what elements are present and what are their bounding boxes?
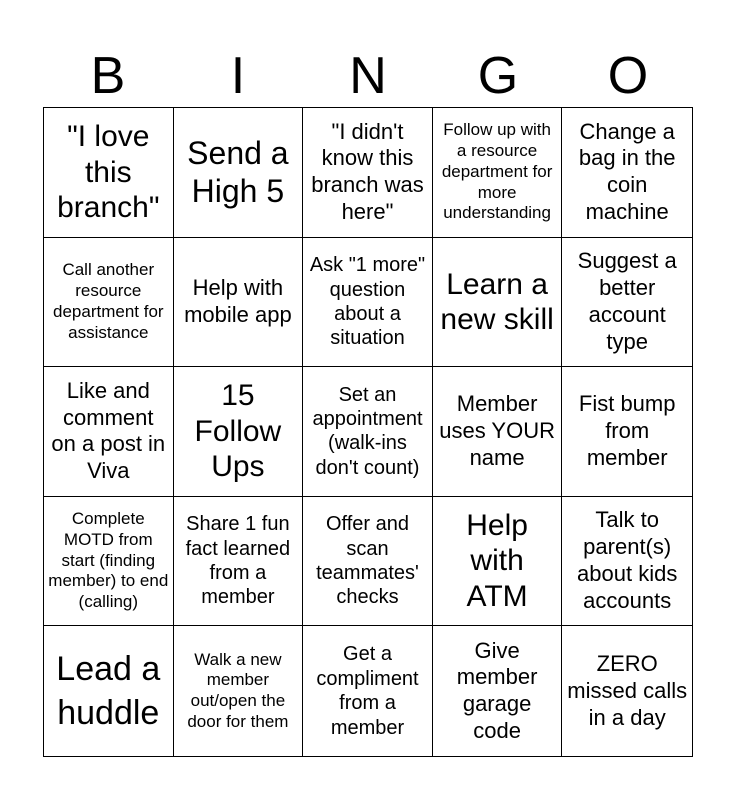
bingo-cell[interactable]: Ask "1 more" question about a situation: [303, 238, 433, 368]
bingo-cell[interactable]: ZERO missed calls in a day: [567, 650, 688, 730]
bingo-cell[interactable]: Member uses YOUR name: [433, 367, 563, 497]
bingo-cell[interactable]: Complete MOTD from start (finding member) to end (calling): [44, 497, 174, 627]
bingo-cell[interactable]: Like and comment on a post in Viva: [44, 367, 174, 497]
bingo-cell[interactable]: Share 1 fun fact learned from a member: [174, 497, 304, 627]
bingo-cell[interactable]: Talk to parent(s) about kids accounts: [562, 497, 692, 627]
bingo-cell[interactable]: Suggest a better account type: [562, 238, 692, 368]
header-letter-n: N: [349, 47, 387, 105]
bingo-cell[interactable]: Help with ATM: [433, 497, 563, 627]
bingo-cell[interactable]: Fist bump from member: [562, 367, 692, 497]
bingo-cell[interactable]: 15 Follow Ups: [174, 367, 304, 497]
bingo-board: [43, 107, 693, 757]
header-letter-i: I: [230, 47, 246, 105]
bingo-cell[interactable]: Learn a new skill: [433, 238, 563, 368]
bingo-cell[interactable]: "I didn't know this branch was here": [303, 108, 433, 238]
bingo-cell[interactable]: Follow up with a resource department for more understanding: [433, 108, 563, 238]
bingo-cell[interactable]: Offer and scan teammates' checks: [303, 497, 433, 627]
bingo-cell[interactable]: "I love this branch": [44, 108, 174, 238]
bingo-cell[interactable]: Send a High 5: [174, 108, 304, 238]
bingo-header: [43, 46, 693, 106]
header-letter-o: O: [607, 47, 649, 105]
bingo-cell[interactable]: Set an appointment (walk-ins don't count): [303, 367, 433, 497]
bingo-cell[interactable]: Lead a huddle: [44, 626, 174, 756]
bingo-cell[interactable]: Give member garage code: [433, 626, 563, 756]
bingo-cell[interactable]: Help with mobile app: [174, 238, 304, 368]
header-letter-g: G: [477, 47, 519, 105]
header-letter-b: B: [90, 47, 126, 105]
bingo-cell[interactable]: Walk a new member out/open the door for them: [174, 626, 304, 756]
bingo-cell[interactable]: Call another resource department for assistance: [44, 238, 174, 368]
bingo-cell[interactable]: Change a bag in the coin machine: [562, 108, 692, 238]
bingo-cell[interactable]: Get a compliment from a member: [303, 626, 433, 756]
